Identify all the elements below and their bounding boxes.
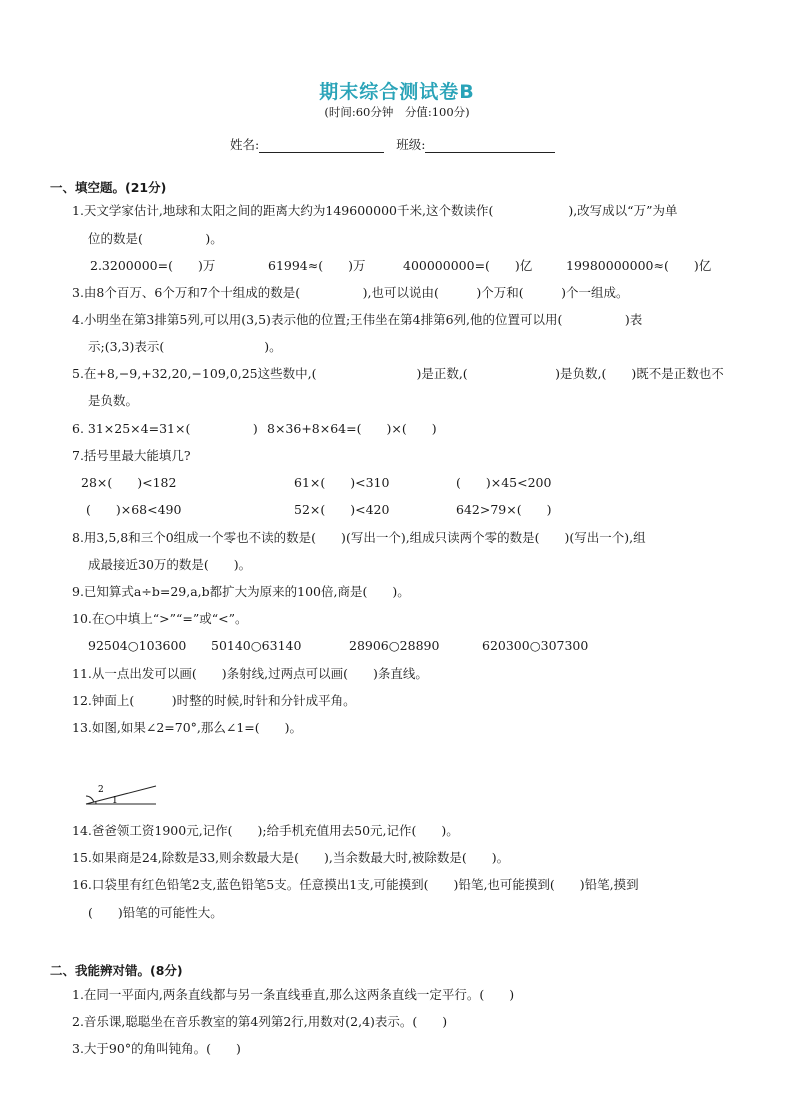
question-5-line-1: 5.在+8,−9,+32,20,−109,0,25这些数中,( )是正数,( )是负数,( )既不是正数也不	[72, 366, 724, 381]
question-7-item: 642>79×( )	[456, 502, 552, 517]
question-2-item: 400000000=( )亿	[403, 258, 533, 273]
question-2-item: 19980000000≈( )亿	[566, 258, 712, 273]
question-7-item: 28×( )<182	[81, 475, 177, 490]
exam-info: (时间:60分钟 分值:100分)	[324, 105, 470, 119]
question-10-item: 92504○103600	[88, 638, 187, 653]
question-5-line-2: 是负数。	[88, 393, 139, 408]
question-10-item: 620300○307300	[482, 638, 589, 653]
angle-2-label: 2	[98, 785, 104, 795]
section-2-heading: 二、我能辨对错。(8分)	[50, 963, 183, 978]
question-2-item: 61994≈( )万	[268, 258, 366, 273]
question-11: 11.从一点出发可以画( )条射线,过两点可以画( )条直线。	[72, 666, 428, 681]
question-8-line-1: 8.用3,5,8和三个0组成一个零也不读的数是( )(写出一个),组成只读两个零的数是( )(写出一个),组	[72, 530, 646, 545]
question-16-line-2: ( )铅笔的可能性大。	[88, 905, 223, 920]
question-7: 7.括号里最大能填几?	[72, 448, 191, 463]
question-12: 12.钟面上( )时整的时候,时针和分针成平角。	[72, 693, 356, 708]
judge-question-3: 3.大于90°的角叫钝角。( )	[72, 1041, 241, 1056]
question-10-item: 50140○63140	[211, 638, 302, 653]
class-field[interactable]	[425, 139, 555, 153]
question-16-line-1: 16.口袋里有红色铅笔2支,蓝色铅笔5支。任意摸出1支,可能摸到( )铅笔,也可能摸到( )铅笔,摸到	[72, 877, 639, 892]
question-8-line-2: 成最接近30万的数是( )。	[88, 557, 252, 572]
question-2-item: 2.3200000=( )万	[90, 258, 216, 273]
question-9: 9.已知算式a÷b=29,a,b都扩大为原来的100倍,商是( )。	[72, 584, 410, 599]
student-info-line	[230, 135, 555, 153]
question-7-item: ( )×68<490	[86, 502, 182, 517]
question-4-line-2: 示;(3,3)表示( )。	[88, 339, 282, 354]
question-14: 14.爸爸领工资1900元,记作( );给手机充值用去50元,记作( )。	[72, 823, 459, 838]
question-3: 3.由8个百万、6个万和7个十组成的数是( ),也可以说由( )个万和( )个一组成。	[72, 285, 629, 300]
question-15: 15.如果商是24,除数是33,则余数最大是( ),当余数最大时,被除数是( )。	[72, 850, 510, 865]
question-13: 13.如图,如果∠2=70°,那么∠1=( )。	[72, 720, 303, 735]
question-1-line-2: 位的数是( )。	[88, 231, 223, 246]
angle-1-label: 1	[112, 796, 118, 806]
section-1-heading: 一、填空题。(21分)	[50, 180, 167, 195]
question-4-line-1: 4.小明坐在第3排第5列,可以用(3,5)表示他的位置;王伟坐在第4排第6列,他的位置可以用( )表	[72, 312, 643, 327]
question-10: 10.在○中填上“>”“=”或“<”。	[72, 611, 248, 626]
angle-figure	[84, 784, 160, 810]
class-label: 班级:	[396, 137, 426, 152]
judge-question-2: 2.音乐课,聪聪坐在音乐教室的第4列第2行,用数对(2,4)表示。( )	[72, 1014, 448, 1029]
question-7-item: 61×( )<310	[294, 475, 390, 490]
question-6-item: 6. 31×25×4=31×( )	[72, 421, 258, 436]
question-7-item: 52×( )<420	[294, 502, 390, 517]
name-field[interactable]	[259, 139, 384, 153]
page-title: 期末综合测试卷B	[319, 81, 475, 103]
question-10-item: 28906○28890	[349, 638, 440, 653]
question-6-item: 8×36+8×64=( )×( )	[267, 421, 437, 436]
name-label: 姓名:	[230, 137, 260, 152]
judge-question-1: 1.在同一平面内,两条直线都与另一条直线垂直,那么这两条直线一定平行。( )	[72, 987, 515, 1002]
question-1-line-1: 1.天文学家估计,地球和太阳之间的距离大约为149600000千米,这个数读作( ),改写成以“万”为单	[72, 203, 678, 218]
question-7-item: ( )×45<200	[456, 475, 552, 490]
